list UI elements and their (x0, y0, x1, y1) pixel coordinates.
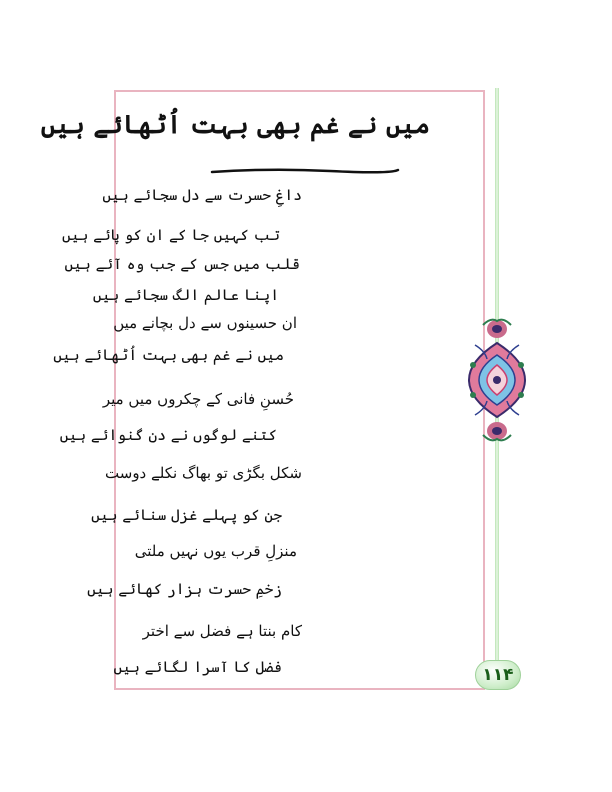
poem-line: میں نے غم بھی بہت اُٹھائے ہیں (53, 346, 284, 364)
poem-line: زخمِ حسرت ہزار کھائے ہیں (87, 580, 282, 598)
poem-line: جن کو پہلے غزل سنائے ہیں (91, 506, 282, 524)
title-flourish (210, 166, 400, 176)
poem-line: کام بنتا ہے فضل سے اختر (142, 622, 302, 640)
poem-line: فضل کا آسرا لگائے ہیں (113, 658, 282, 676)
floral-medallion-icon (465, 315, 529, 445)
poem-line: اپنا عالم الگ سجائے ہیں (92, 286, 279, 304)
poem-title: میں نے غم بھی بہت اُٹھائے ہیں (40, 110, 430, 139)
poem-line: قلب میں جس کے جب وہ آئے ہیں (64, 255, 300, 273)
poem-line: حُسنِ فانی کے چکروں میں میر (102, 390, 294, 408)
poem-line: ان حسینوں سے دل بچانے میں (113, 314, 297, 332)
poem-line: تب کہیں جا کے ان کو پائے ہیں (62, 226, 280, 244)
poem-line: شکل بگڑی تو بھاگ نکلے دوست (105, 464, 302, 482)
poem-line: کتنے لوگوں نے دن گنوائے ہیں (59, 426, 277, 444)
poem-line: داغِ حسرت سے دل سجائے ہیں (102, 186, 302, 204)
poem-line: منزلِ قرب یوں نہیں ملتی (134, 542, 297, 560)
page-number: ۱۱۴ (475, 660, 521, 690)
